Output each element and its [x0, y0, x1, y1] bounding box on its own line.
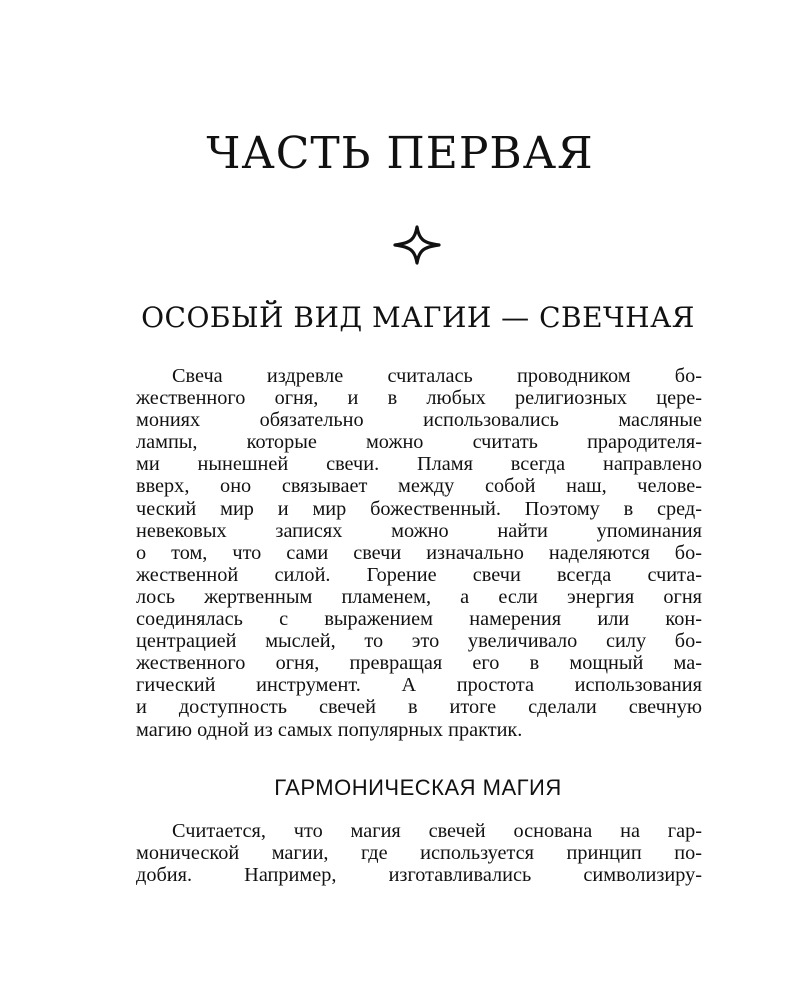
text-line: магию одной из самых популярных практик.: [136, 718, 523, 741]
text-line: жественного огня, и в любых религиозных цере-: [136, 387, 702, 410]
text-line: мониях обязательно использовались масляные: [136, 409, 702, 432]
text-line: монической магии, где используется принцип по-: [136, 842, 702, 865]
text-line: вверх, оно связывает между собой наш, челове-: [136, 475, 702, 498]
part-title: ЧАСТЬ ПЕРВАЯ: [206, 128, 594, 179]
paragraph-harmonic-magic: [136, 820, 702, 886]
section-title: ГАРМОНИЧЕСКАЯ МАГИЯ: [274, 775, 562, 800]
paragraph-candle-magic: [136, 365, 702, 741]
text-line: соединялась с выражением намерения или кон-: [136, 608, 702, 631]
text-line: невековых записях можно найти упоминания: [136, 519, 702, 542]
chapter-title: ОСОБЫЙ ВИД МАГИИ — СВЕЧНАЯ: [141, 301, 695, 334]
text-line: добия. Например, изготавливались символизиру-: [136, 864, 702, 887]
text-line: ческий мир и мир божественный. Поэтому в сред-: [136, 497, 702, 520]
text-line: центрацией мыслей, то это увеличивало силу бо-: [136, 630, 702, 653]
text-line: гический инструмент. А простота использования: [136, 674, 702, 697]
text-line: лампы, которые можно считать прародителя-: [136, 431, 702, 454]
text-line: о том, что сами свечи изначально наделяются бо-: [136, 541, 702, 564]
text-line: Считается, что магия свечей основана на гар-: [172, 820, 702, 842]
text-line: ми нынешней свечи. Пламя всегда направлено: [136, 453, 702, 476]
text-line: жественной силой. Горение свечи всегда счита-: [136, 563, 702, 586]
text-line: лось жертвенным пламенем, а если энергия огня: [136, 585, 702, 608]
text-line: и доступность свечей в итоге сделали свечную: [136, 696, 702, 719]
text-line: жественного огня, превращая его в мощный ма-: [136, 652, 702, 675]
four-point-star-icon: [393, 225, 441, 265]
text-line: Свеча издревле считалась проводником бо-: [172, 365, 702, 387]
